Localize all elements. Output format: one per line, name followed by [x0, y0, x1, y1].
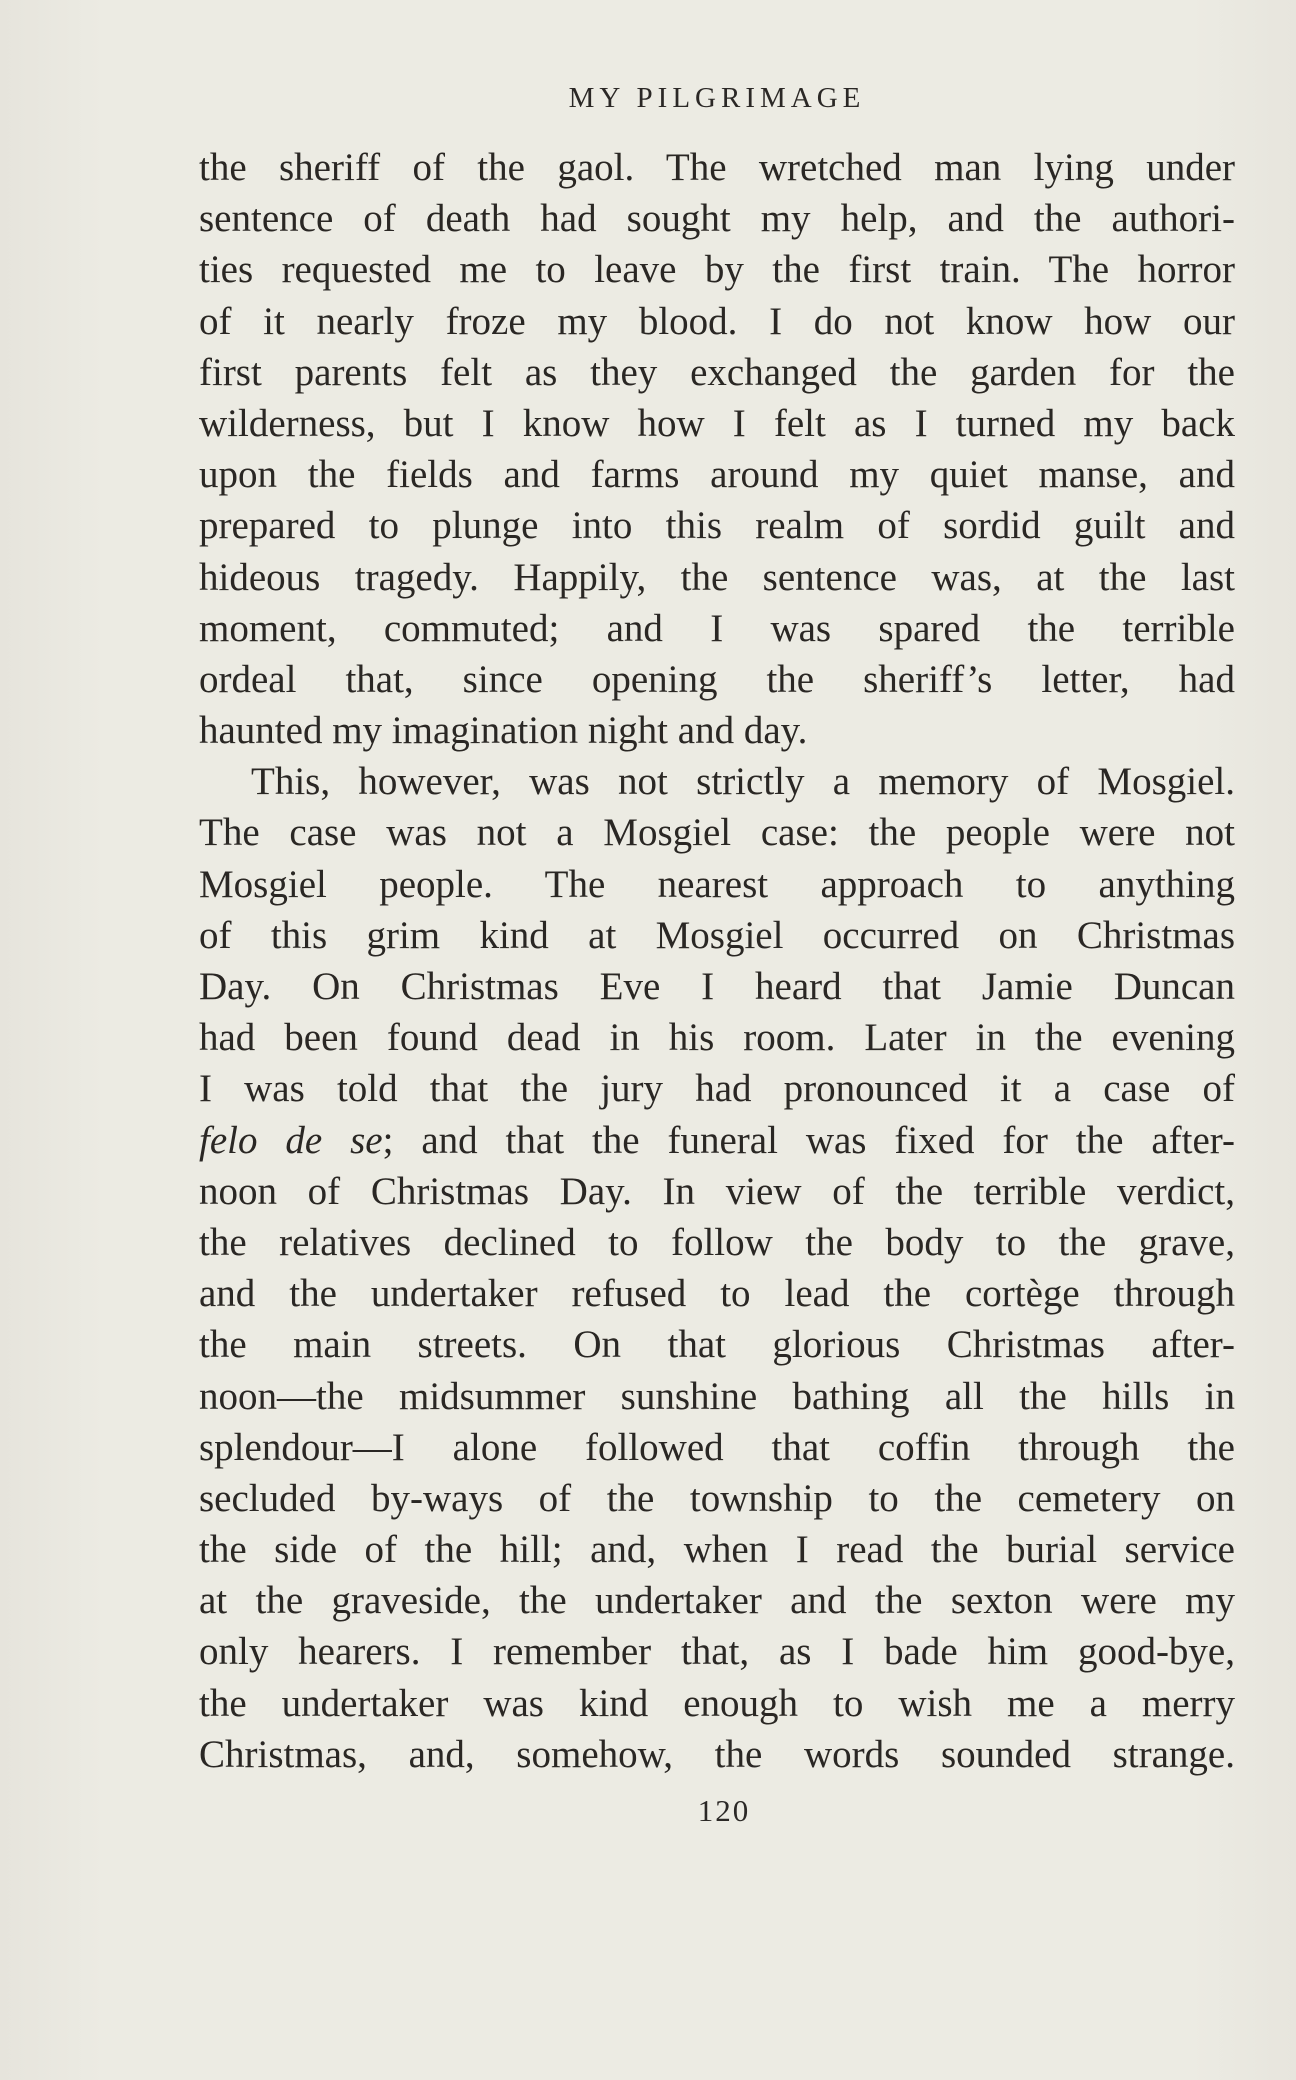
text-line: had been found dead in his room. Later in the evening — [199, 1016, 1235, 1060]
text-line: I was told that the jury had pronounced it a case of — [199, 1067, 1235, 1111]
italic-phrase: felo de se — [199, 1118, 383, 1162]
text-line: the main streets. On that glorious Christmas after- — [199, 1323, 1235, 1367]
text-line: only hearers. I remember that, as I bade him good-bye, — [199, 1630, 1235, 1674]
text-line: the relatives declined to follow the body to the grave, — [199, 1220, 1235, 1264]
text-line: noon—the midsummer sunshine bathing all the hills in — [199, 1374, 1235, 1418]
body-text — [199, 142, 1235, 1780]
text-line: upon the fields and farms around my quiet manse, and — [199, 453, 1235, 497]
text-line: first parents felt as they exchanged the garden for the — [199, 350, 1235, 394]
text-line: the undertaker was kind enough to wish me a merry — [199, 1681, 1235, 1725]
page-number: 120 — [697, 1793, 751, 1828]
text-line: hideous tragedy. Happily, the sentence was, at the last — [199, 555, 1235, 599]
text-line: the side of the hill; and, when I read the burial service — [199, 1528, 1235, 1572]
paragraph-2 — [199, 756, 1235, 1780]
text-fragment: ; and that the funeral was fixed for the after- — [382, 1118, 1235, 1162]
running-head: MY PILGRIMAGE — [568, 82, 866, 114]
text-line: the sheriff of the gaol. The wretched man lying under — [199, 146, 1235, 189]
text-line: The case was not a Mosgiel case: the people were not — [199, 811, 1235, 855]
text-line: moment, commuted; and I was spared the terrible — [199, 606, 1235, 650]
text-line: at the graveside, the undertaker and the sexton were my — [199, 1579, 1235, 1623]
text-line: and the undertaker refused to lead the cortège through — [199, 1272, 1235, 1316]
text-line-with-italic — [199, 1115, 1235, 1166]
text-line: haunted my imagination night and day. — [199, 709, 808, 753]
text-line: Mosgiel people. The nearest approach to anything — [199, 862, 1235, 906]
text-line: noon of Christmas Day. In view of the terrible verdict, — [199, 1169, 1235, 1213]
text-line: Day. On Christmas Eve I heard that Jamie Duncan — [199, 965, 1235, 1008]
paragraph-1 — [199, 142, 1235, 756]
text-line: splendour—I alone followed that coffin through the — [199, 1425, 1235, 1469]
text-line: prepared to plunge into this realm of sordid guilt and — [199, 504, 1235, 548]
text-line: wilderness, but I know how I felt as I turned my back — [199, 401, 1235, 445]
text-line: ordeal that, since opening the sheriff’s letter, had — [199, 657, 1235, 701]
text-line: sentence of death had sought my help, and the authori- — [199, 197, 1235, 241]
text-line: of it nearly froze my blood. I do not know how our — [199, 299, 1235, 343]
text-line: ties requested me to leave by the first train. The horror — [199, 248, 1235, 292]
text-line: This, however, was not strictly a memory of Mosgiel. — [251, 760, 1235, 804]
text-line: secluded by-ways of the township to the cemetery on — [199, 1476, 1235, 1520]
text-line: Christmas, and, somehow, the words sounded strange. — [199, 1732, 1235, 1776]
text-line: of this grim kind at Mosgiel occurred on Christmas — [199, 913, 1235, 957]
